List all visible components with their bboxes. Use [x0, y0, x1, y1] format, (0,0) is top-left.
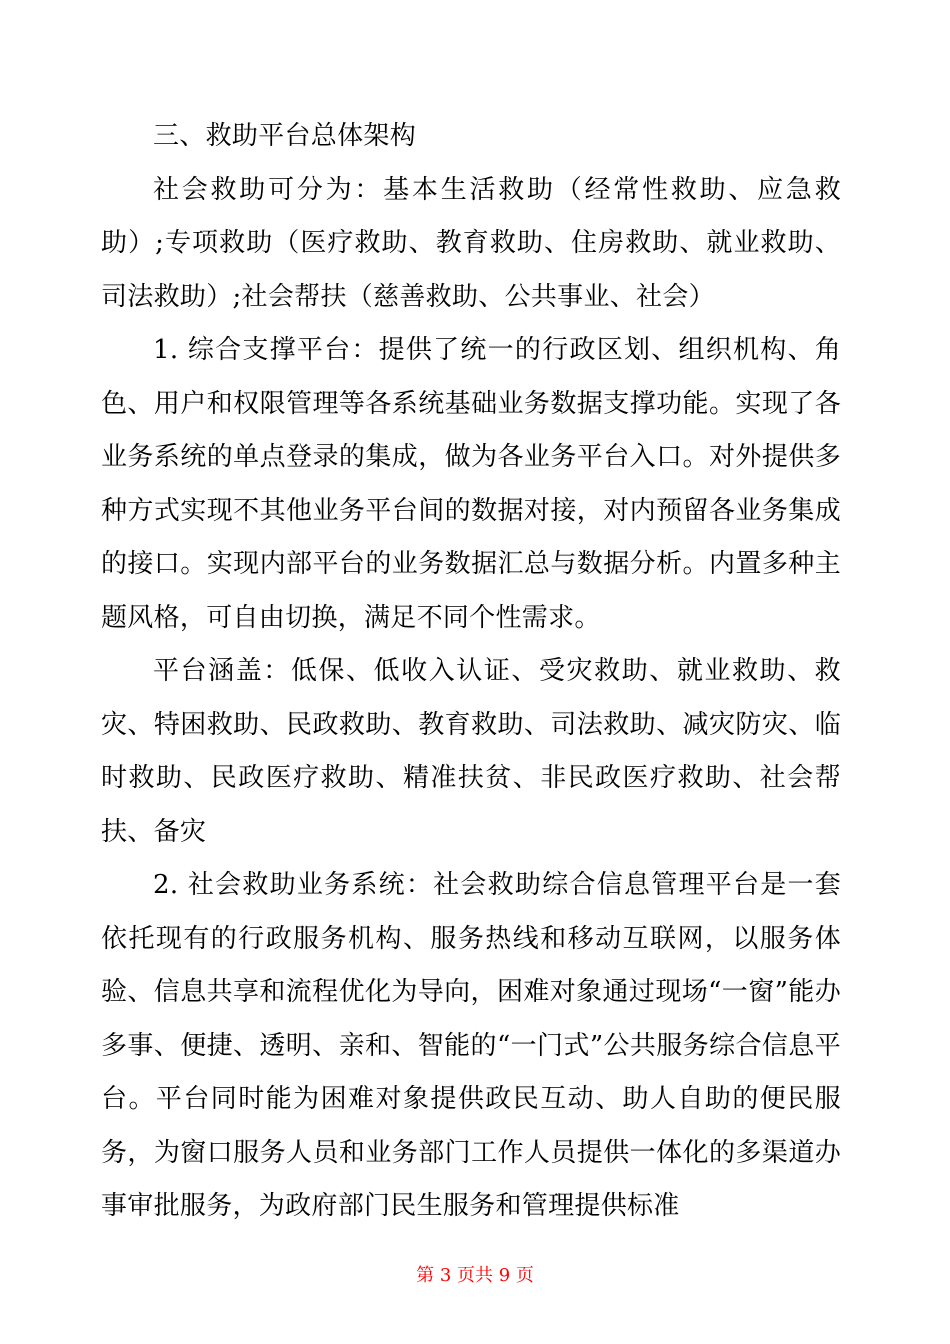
paragraph-support-platform: 1. 综合支撑平台：提供了统一的行政区划、组织机构、角色、用户和权限管理等各系统基础业务数据支撑功能。实现了各业务系统的单点登录的集成，做为各业务平台入口。对外提供多种方式实现不其他业务平台间的数据对接，对内预留各业务集成的接口。实现内部平台的业务数据汇总与数据分析。内置多种主题风格，可自由切换，满足不同个性需求。 [101, 335, 841, 633]
document-body [101, 110, 841, 1234]
paragraph-assistance-categories: 社会救助可分为：基本生活救助（经常性救助、应急救助）;专项救助（医疗救助、教育救助、住房救助、就业救助、司法救助）;社会帮扶（慈善救助、公共事业、社会） [101, 174, 841, 312]
paragraph-business-system: 2. 社会救助业务系统：社会救助综合信息管理平台是一套依托现有的行政服务机构、服务热线和移动互联网，以服务体验、信息共享和流程优化为导向，困难对象通过现场“一窗”能办多事、便捷、透明、亲和、智能的“一门式”公共服务综合信息平台。平台同时能为困难对象提供政民互动、助人自助的便民服务，为窗口服务人员和业务部门工作人员提供一体化的多渠道办事审批服务，为政府部门民生服务和管理提供标准 [101, 870, 841, 1221]
page-number-footer: 第 3 页共 9 页 [416, 1265, 534, 1286]
paragraph-platform-coverage: 平台涵盖：低保、低收入认证、受灾救助、就业救助、救灾、特困救助、民政救助、教育救助、司法救助、减灾防灾、临时救助、民政医疗救助、精准扶贫、非民政医疗救助、社会帮扶、备灾 [101, 656, 841, 847]
section-heading: 三、救助平台总体架构 [153, 121, 417, 151]
